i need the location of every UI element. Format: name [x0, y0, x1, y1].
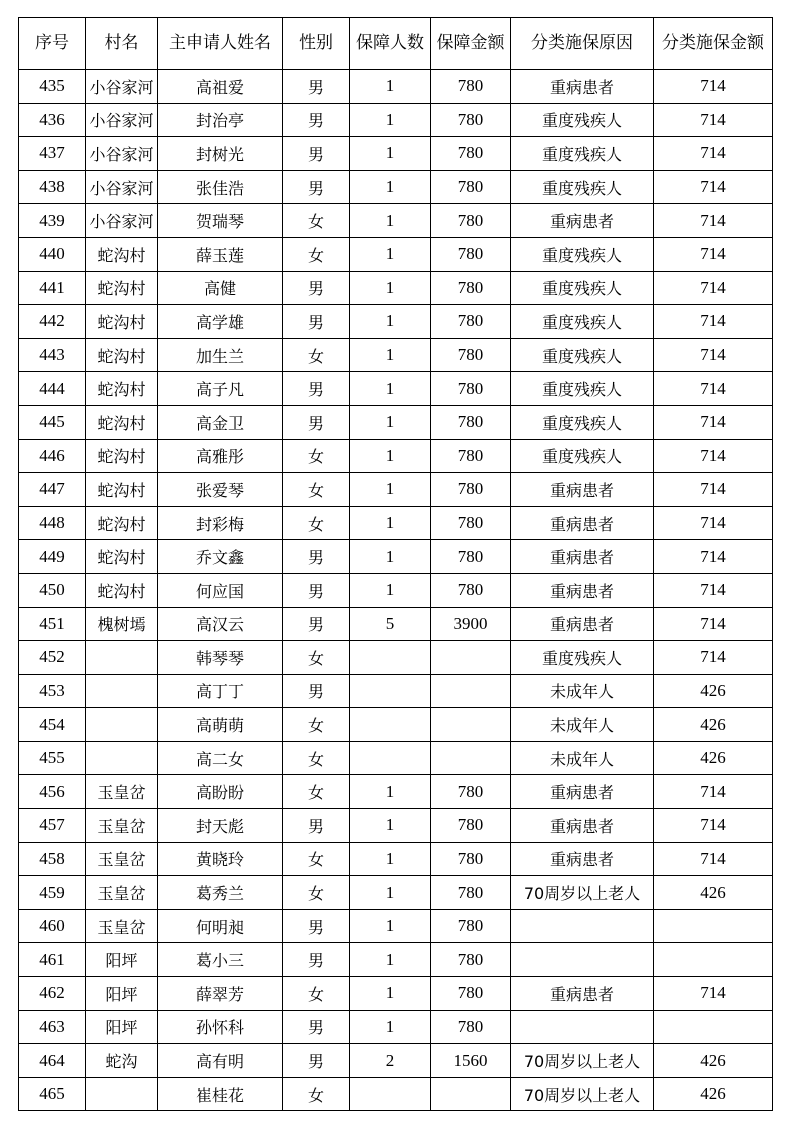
- category-amount-cell: 714: [654, 439, 773, 473]
- table-row: [19, 573, 773, 607]
- persons-cell: [350, 1077, 431, 1111]
- col-header-amount: 保障金额: [431, 18, 511, 70]
- gender-cell: 男: [283, 1044, 350, 1078]
- gender-cell: 男: [283, 674, 350, 708]
- table-row: [19, 1010, 773, 1044]
- serial-cell: 459: [19, 876, 86, 910]
- applicant-cell: 何应国: [158, 573, 283, 607]
- table-row: [19, 943, 773, 977]
- table-row: [19, 741, 773, 775]
- serial-cell: 452: [19, 641, 86, 675]
- persons-cell: 1: [350, 405, 431, 439]
- reason-cell: 重度残疾人: [511, 641, 654, 675]
- gender-cell: 女: [283, 338, 350, 372]
- applicant-cell: 高二女: [158, 741, 283, 775]
- category-amount-cell: 714: [654, 338, 773, 372]
- serial-cell: 453: [19, 674, 86, 708]
- reason-cell: 重度残疾人: [511, 305, 654, 339]
- gender-cell: 女: [283, 237, 350, 271]
- table-row: [19, 439, 773, 473]
- amount-cell: 780: [431, 977, 511, 1011]
- persons-cell: 1: [350, 305, 431, 339]
- category-amount-cell: 714: [654, 271, 773, 305]
- serial-cell: 457: [19, 809, 86, 843]
- gender-cell: 女: [283, 977, 350, 1011]
- reason-cell: 重度残疾人: [511, 405, 654, 439]
- amount-cell: [431, 741, 511, 775]
- serial-cell: 435: [19, 70, 86, 104]
- table-row: [19, 170, 773, 204]
- reason-cell: 重病患者: [511, 573, 654, 607]
- category-amount-cell: 714: [654, 70, 773, 104]
- village-cell: [86, 674, 158, 708]
- village-cell: 玉皇岔: [86, 876, 158, 910]
- reason-cell: 重度残疾人: [511, 439, 654, 473]
- gender-cell: 男: [283, 909, 350, 943]
- serial-cell: 437: [19, 137, 86, 171]
- gender-cell: 男: [283, 170, 350, 204]
- village-cell: [86, 708, 158, 742]
- category-amount-cell: 714: [654, 977, 773, 1011]
- village-cell: 小谷家河: [86, 137, 158, 171]
- gender-cell: 男: [283, 137, 350, 171]
- persons-cell: 1: [350, 573, 431, 607]
- reason-cell: 重病患者: [511, 809, 654, 843]
- village-cell: 蛇沟村: [86, 372, 158, 406]
- serial-cell: 465: [19, 1077, 86, 1111]
- gender-cell: 男: [283, 372, 350, 406]
- reason-cell: 重病患者: [511, 540, 654, 574]
- applicant-cell: 高祖爱: [158, 70, 283, 104]
- table-row: [19, 338, 773, 372]
- amount-cell: 780: [431, 170, 511, 204]
- col-header-gender: 性别: [283, 18, 350, 70]
- applicant-cell: 高有明: [158, 1044, 283, 1078]
- village-cell: 玉皇岔: [86, 809, 158, 843]
- category-amount-cell: 426: [654, 741, 773, 775]
- col-header-persons: 保障人数: [350, 18, 431, 70]
- gender-cell: 男: [283, 1010, 350, 1044]
- table-row: [19, 775, 773, 809]
- reason-cell: 重度残疾人: [511, 237, 654, 271]
- gender-cell: 男: [283, 305, 350, 339]
- table-row: [19, 137, 773, 171]
- persons-cell: 1: [350, 506, 431, 540]
- gender-cell: 女: [283, 775, 350, 809]
- reason-cell: [511, 909, 654, 943]
- table-row: [19, 708, 773, 742]
- category-amount-cell: 714: [654, 842, 773, 876]
- amount-cell: 780: [431, 372, 511, 406]
- serial-cell: 463: [19, 1010, 86, 1044]
- village-cell: 蛇沟村: [86, 305, 158, 339]
- category-amount-cell: 714: [654, 372, 773, 406]
- persons-cell: 1: [350, 473, 431, 507]
- village-cell: 蛇沟村: [86, 506, 158, 540]
- persons-cell: [350, 641, 431, 675]
- table-row: [19, 1044, 773, 1078]
- applicant-cell: 高汉云: [158, 607, 283, 641]
- village-cell: [86, 741, 158, 775]
- applicant-cell: 加生兰: [158, 338, 283, 372]
- reason-cell: 重度残疾人: [511, 372, 654, 406]
- reason-cell: 70周岁以上老人: [511, 1077, 654, 1111]
- persons-cell: 1: [350, 876, 431, 910]
- serial-cell: 436: [19, 103, 86, 137]
- persons-cell: 1: [350, 103, 431, 137]
- amount-cell: [431, 641, 511, 675]
- category-amount-cell: 426: [654, 876, 773, 910]
- gender-cell: 男: [283, 809, 350, 843]
- amount-cell: 780: [431, 338, 511, 372]
- gender-cell: 男: [283, 70, 350, 104]
- serial-cell: 449: [19, 540, 86, 574]
- persons-cell: 1: [350, 137, 431, 171]
- gender-cell: 女: [283, 439, 350, 473]
- serial-cell: 450: [19, 573, 86, 607]
- serial-cell: 462: [19, 977, 86, 1011]
- gender-cell: 男: [283, 607, 350, 641]
- applicant-cell: 高学雄: [158, 305, 283, 339]
- amount-cell: 780: [431, 1010, 511, 1044]
- category-amount-cell: 714: [654, 775, 773, 809]
- persons-cell: 1: [350, 70, 431, 104]
- reason-cell: 重病患者: [511, 70, 654, 104]
- village-cell: 小谷家河: [86, 70, 158, 104]
- serial-cell: 464: [19, 1044, 86, 1078]
- applicant-cell: 张佳浩: [158, 170, 283, 204]
- village-cell: 蛇沟村: [86, 271, 158, 305]
- table-row: [19, 909, 773, 943]
- gender-cell: 男: [283, 573, 350, 607]
- serial-cell: 461: [19, 943, 86, 977]
- amount-cell: 780: [431, 70, 511, 104]
- serial-cell: 444: [19, 372, 86, 406]
- amount-cell: 780: [431, 305, 511, 339]
- amount-cell: 780: [431, 506, 511, 540]
- amount-cell: 780: [431, 103, 511, 137]
- persons-cell: 1: [350, 1010, 431, 1044]
- applicant-cell: 薛玉莲: [158, 237, 283, 271]
- persons-cell: [350, 674, 431, 708]
- persons-cell: [350, 741, 431, 775]
- amount-cell: 780: [431, 204, 511, 238]
- reason-cell: [511, 943, 654, 977]
- table-row: [19, 237, 773, 271]
- table-row: [19, 103, 773, 137]
- category-amount-cell: 426: [654, 708, 773, 742]
- col-header-village: 村名: [86, 18, 158, 70]
- serial-cell: 442: [19, 305, 86, 339]
- persons-cell: 1: [350, 775, 431, 809]
- gender-cell: 女: [283, 1077, 350, 1111]
- amount-cell: 780: [431, 439, 511, 473]
- reason-cell: 未成年人: [511, 741, 654, 775]
- village-cell: 蛇沟村: [86, 573, 158, 607]
- amount-cell: [431, 674, 511, 708]
- category-amount-cell: 714: [654, 170, 773, 204]
- category-amount-cell: 714: [654, 540, 773, 574]
- persons-cell: [350, 708, 431, 742]
- table-row: [19, 977, 773, 1011]
- col-header-serial: 序号: [19, 18, 86, 70]
- table-row: [19, 305, 773, 339]
- applicant-cell: 封治亭: [158, 103, 283, 137]
- col-header-reason: 分类施保原因: [511, 18, 654, 70]
- amount-cell: 780: [431, 876, 511, 910]
- village-cell: 蛇沟村: [86, 405, 158, 439]
- persons-cell: 1: [350, 170, 431, 204]
- reason-cell: 重病患者: [511, 977, 654, 1011]
- category-amount-cell: 714: [654, 573, 773, 607]
- persons-cell: 1: [350, 809, 431, 843]
- applicant-cell: 崔桂花: [158, 1077, 283, 1111]
- applicant-cell: 孙怀科: [158, 1010, 283, 1044]
- reason-cell: 重病患者: [511, 473, 654, 507]
- gender-cell: 男: [283, 943, 350, 977]
- reason-cell: 重病患者: [511, 775, 654, 809]
- header-row: [19, 18, 773, 70]
- amount-cell: 780: [431, 271, 511, 305]
- amount-cell: 780: [431, 909, 511, 943]
- reason-cell: [511, 1010, 654, 1044]
- table-row: [19, 641, 773, 675]
- reason-cell: 未成年人: [511, 674, 654, 708]
- serial-cell: 451: [19, 607, 86, 641]
- category-amount-cell: 714: [654, 103, 773, 137]
- village-cell: 蛇沟: [86, 1044, 158, 1078]
- persons-cell: 1: [350, 842, 431, 876]
- category-amount-cell: 714: [654, 204, 773, 238]
- gender-cell: 男: [283, 540, 350, 574]
- village-cell: 玉皇岔: [86, 842, 158, 876]
- col-header-applicant: 主申请人姓名: [158, 18, 283, 70]
- table-row: [19, 674, 773, 708]
- applicant-cell: 高萌萌: [158, 708, 283, 742]
- table-row: [19, 809, 773, 843]
- persons-cell: 1: [350, 204, 431, 238]
- persons-cell: 2: [350, 1044, 431, 1078]
- reason-cell: 重度残疾人: [511, 338, 654, 372]
- category-amount-cell: 714: [654, 506, 773, 540]
- village-cell: 小谷家河: [86, 170, 158, 204]
- applicant-cell: 乔文鑫: [158, 540, 283, 574]
- table-row: [19, 506, 773, 540]
- category-amount-cell: [654, 1010, 773, 1044]
- persons-cell: 5: [350, 607, 431, 641]
- persons-cell: 1: [350, 943, 431, 977]
- gender-cell: 女: [283, 204, 350, 238]
- category-amount-cell: 714: [654, 607, 773, 641]
- village-cell: 玉皇岔: [86, 775, 158, 809]
- serial-cell: 439: [19, 204, 86, 238]
- category-amount-cell: 426: [654, 674, 773, 708]
- persons-cell: 1: [350, 909, 431, 943]
- serial-cell: 458: [19, 842, 86, 876]
- village-cell: 蛇沟村: [86, 439, 158, 473]
- serial-cell: 440: [19, 237, 86, 271]
- table-row: [19, 607, 773, 641]
- village-cell: 蛇沟村: [86, 338, 158, 372]
- table-row: [19, 1077, 773, 1111]
- gender-cell: 女: [283, 506, 350, 540]
- serial-cell: 441: [19, 271, 86, 305]
- village-cell: 阳坪: [86, 1010, 158, 1044]
- amount-cell: 780: [431, 405, 511, 439]
- reason-cell: 重度残疾人: [511, 103, 654, 137]
- applicant-cell: 高丁丁: [158, 674, 283, 708]
- applicant-cell: 贺瑞琴: [158, 204, 283, 238]
- serial-cell: 445: [19, 405, 86, 439]
- serial-cell: 443: [19, 338, 86, 372]
- village-cell: 阳坪: [86, 943, 158, 977]
- reason-cell: 重度残疾人: [511, 170, 654, 204]
- applicant-cell: 何明昶: [158, 909, 283, 943]
- table-row: [19, 271, 773, 305]
- amount-cell: [431, 708, 511, 742]
- table-row: [19, 876, 773, 910]
- village-cell: 蛇沟村: [86, 473, 158, 507]
- amount-cell: 780: [431, 237, 511, 271]
- serial-cell: 438: [19, 170, 86, 204]
- village-cell: 小谷家河: [86, 204, 158, 238]
- serial-cell: 455: [19, 741, 86, 775]
- persons-cell: 1: [350, 372, 431, 406]
- table-row: [19, 204, 773, 238]
- category-amount-cell: [654, 909, 773, 943]
- applicant-cell: 韩琴琴: [158, 641, 283, 675]
- category-amount-cell: 426: [654, 1044, 773, 1078]
- village-cell: [86, 641, 158, 675]
- table-row: [19, 70, 773, 104]
- category-amount-cell: 426: [654, 1077, 773, 1111]
- table-row: [19, 372, 773, 406]
- serial-cell: 448: [19, 506, 86, 540]
- applicant-cell: 薛翠芳: [158, 977, 283, 1011]
- col-header-category-amount: 分类施保金额: [654, 18, 773, 70]
- applicant-cell: 高雅彤: [158, 439, 283, 473]
- reason-cell: 重病患者: [511, 506, 654, 540]
- reason-cell: 重病患者: [511, 842, 654, 876]
- persons-cell: 1: [350, 540, 431, 574]
- category-amount-cell: 714: [654, 641, 773, 675]
- gender-cell: 女: [283, 641, 350, 675]
- category-amount-cell: 714: [654, 405, 773, 439]
- table-row: [19, 540, 773, 574]
- amount-cell: 780: [431, 573, 511, 607]
- category-amount-cell: 714: [654, 473, 773, 507]
- serial-cell: 446: [19, 439, 86, 473]
- applicant-cell: 封天彪: [158, 809, 283, 843]
- applicant-cell: 葛秀兰: [158, 876, 283, 910]
- gender-cell: 女: [283, 473, 350, 507]
- table-row: [19, 405, 773, 439]
- village-cell: 阳坪: [86, 977, 158, 1011]
- reason-cell: 重病患者: [511, 204, 654, 238]
- reason-cell: 70周岁以上老人: [511, 876, 654, 910]
- applicant-cell: 张爱琴: [158, 473, 283, 507]
- serial-cell: 460: [19, 909, 86, 943]
- gender-cell: 男: [283, 405, 350, 439]
- reason-cell: 70周岁以上老人: [511, 1044, 654, 1078]
- village-cell: 玉皇岔: [86, 909, 158, 943]
- village-cell: 小谷家河: [86, 103, 158, 137]
- amount-cell: 780: [431, 943, 511, 977]
- applicant-cell: 封树光: [158, 137, 283, 171]
- table-body: [19, 70, 773, 1111]
- serial-cell: 456: [19, 775, 86, 809]
- gender-cell: 女: [283, 842, 350, 876]
- village-cell: [86, 1077, 158, 1111]
- assistance-table: [18, 17, 773, 1111]
- gender-cell: 女: [283, 876, 350, 910]
- gender-cell: 男: [283, 103, 350, 137]
- table-row: [19, 842, 773, 876]
- persons-cell: 1: [350, 977, 431, 1011]
- reason-cell: 重度残疾人: [511, 271, 654, 305]
- amount-cell: 780: [431, 842, 511, 876]
- category-amount-cell: 714: [654, 305, 773, 339]
- gender-cell: 男: [283, 271, 350, 305]
- category-amount-cell: [654, 943, 773, 977]
- applicant-cell: 黄晓玲: [158, 842, 283, 876]
- category-amount-cell: 714: [654, 237, 773, 271]
- applicant-cell: 高健: [158, 271, 283, 305]
- gender-cell: 女: [283, 708, 350, 742]
- amount-cell: 780: [431, 809, 511, 843]
- persons-cell: 1: [350, 271, 431, 305]
- amount-cell: 780: [431, 137, 511, 171]
- amount-cell: 780: [431, 540, 511, 574]
- persons-cell: 1: [350, 237, 431, 271]
- gender-cell: 女: [283, 741, 350, 775]
- applicant-cell: 高子凡: [158, 372, 283, 406]
- table-row: [19, 473, 773, 507]
- serial-cell: 447: [19, 473, 86, 507]
- applicant-cell: 高金卫: [158, 405, 283, 439]
- serial-cell: 454: [19, 708, 86, 742]
- village-cell: 蛇沟村: [86, 540, 158, 574]
- village-cell: 槐树墕: [86, 607, 158, 641]
- applicant-cell: 葛小三: [158, 943, 283, 977]
- persons-cell: 1: [350, 338, 431, 372]
- reason-cell: 重病患者: [511, 607, 654, 641]
- amount-cell: 780: [431, 473, 511, 507]
- category-amount-cell: 714: [654, 809, 773, 843]
- amount-cell: 3900: [431, 607, 511, 641]
- applicant-cell: 封彩梅: [158, 506, 283, 540]
- reason-cell: 重度残疾人: [511, 137, 654, 171]
- amount-cell: 1560: [431, 1044, 511, 1078]
- applicant-cell: 高盼盼: [158, 775, 283, 809]
- category-amount-cell: 714: [654, 137, 773, 171]
- amount-cell: [431, 1077, 511, 1111]
- reason-cell: 未成年人: [511, 708, 654, 742]
- amount-cell: 780: [431, 775, 511, 809]
- village-cell: 蛇沟村: [86, 237, 158, 271]
- persons-cell: 1: [350, 439, 431, 473]
